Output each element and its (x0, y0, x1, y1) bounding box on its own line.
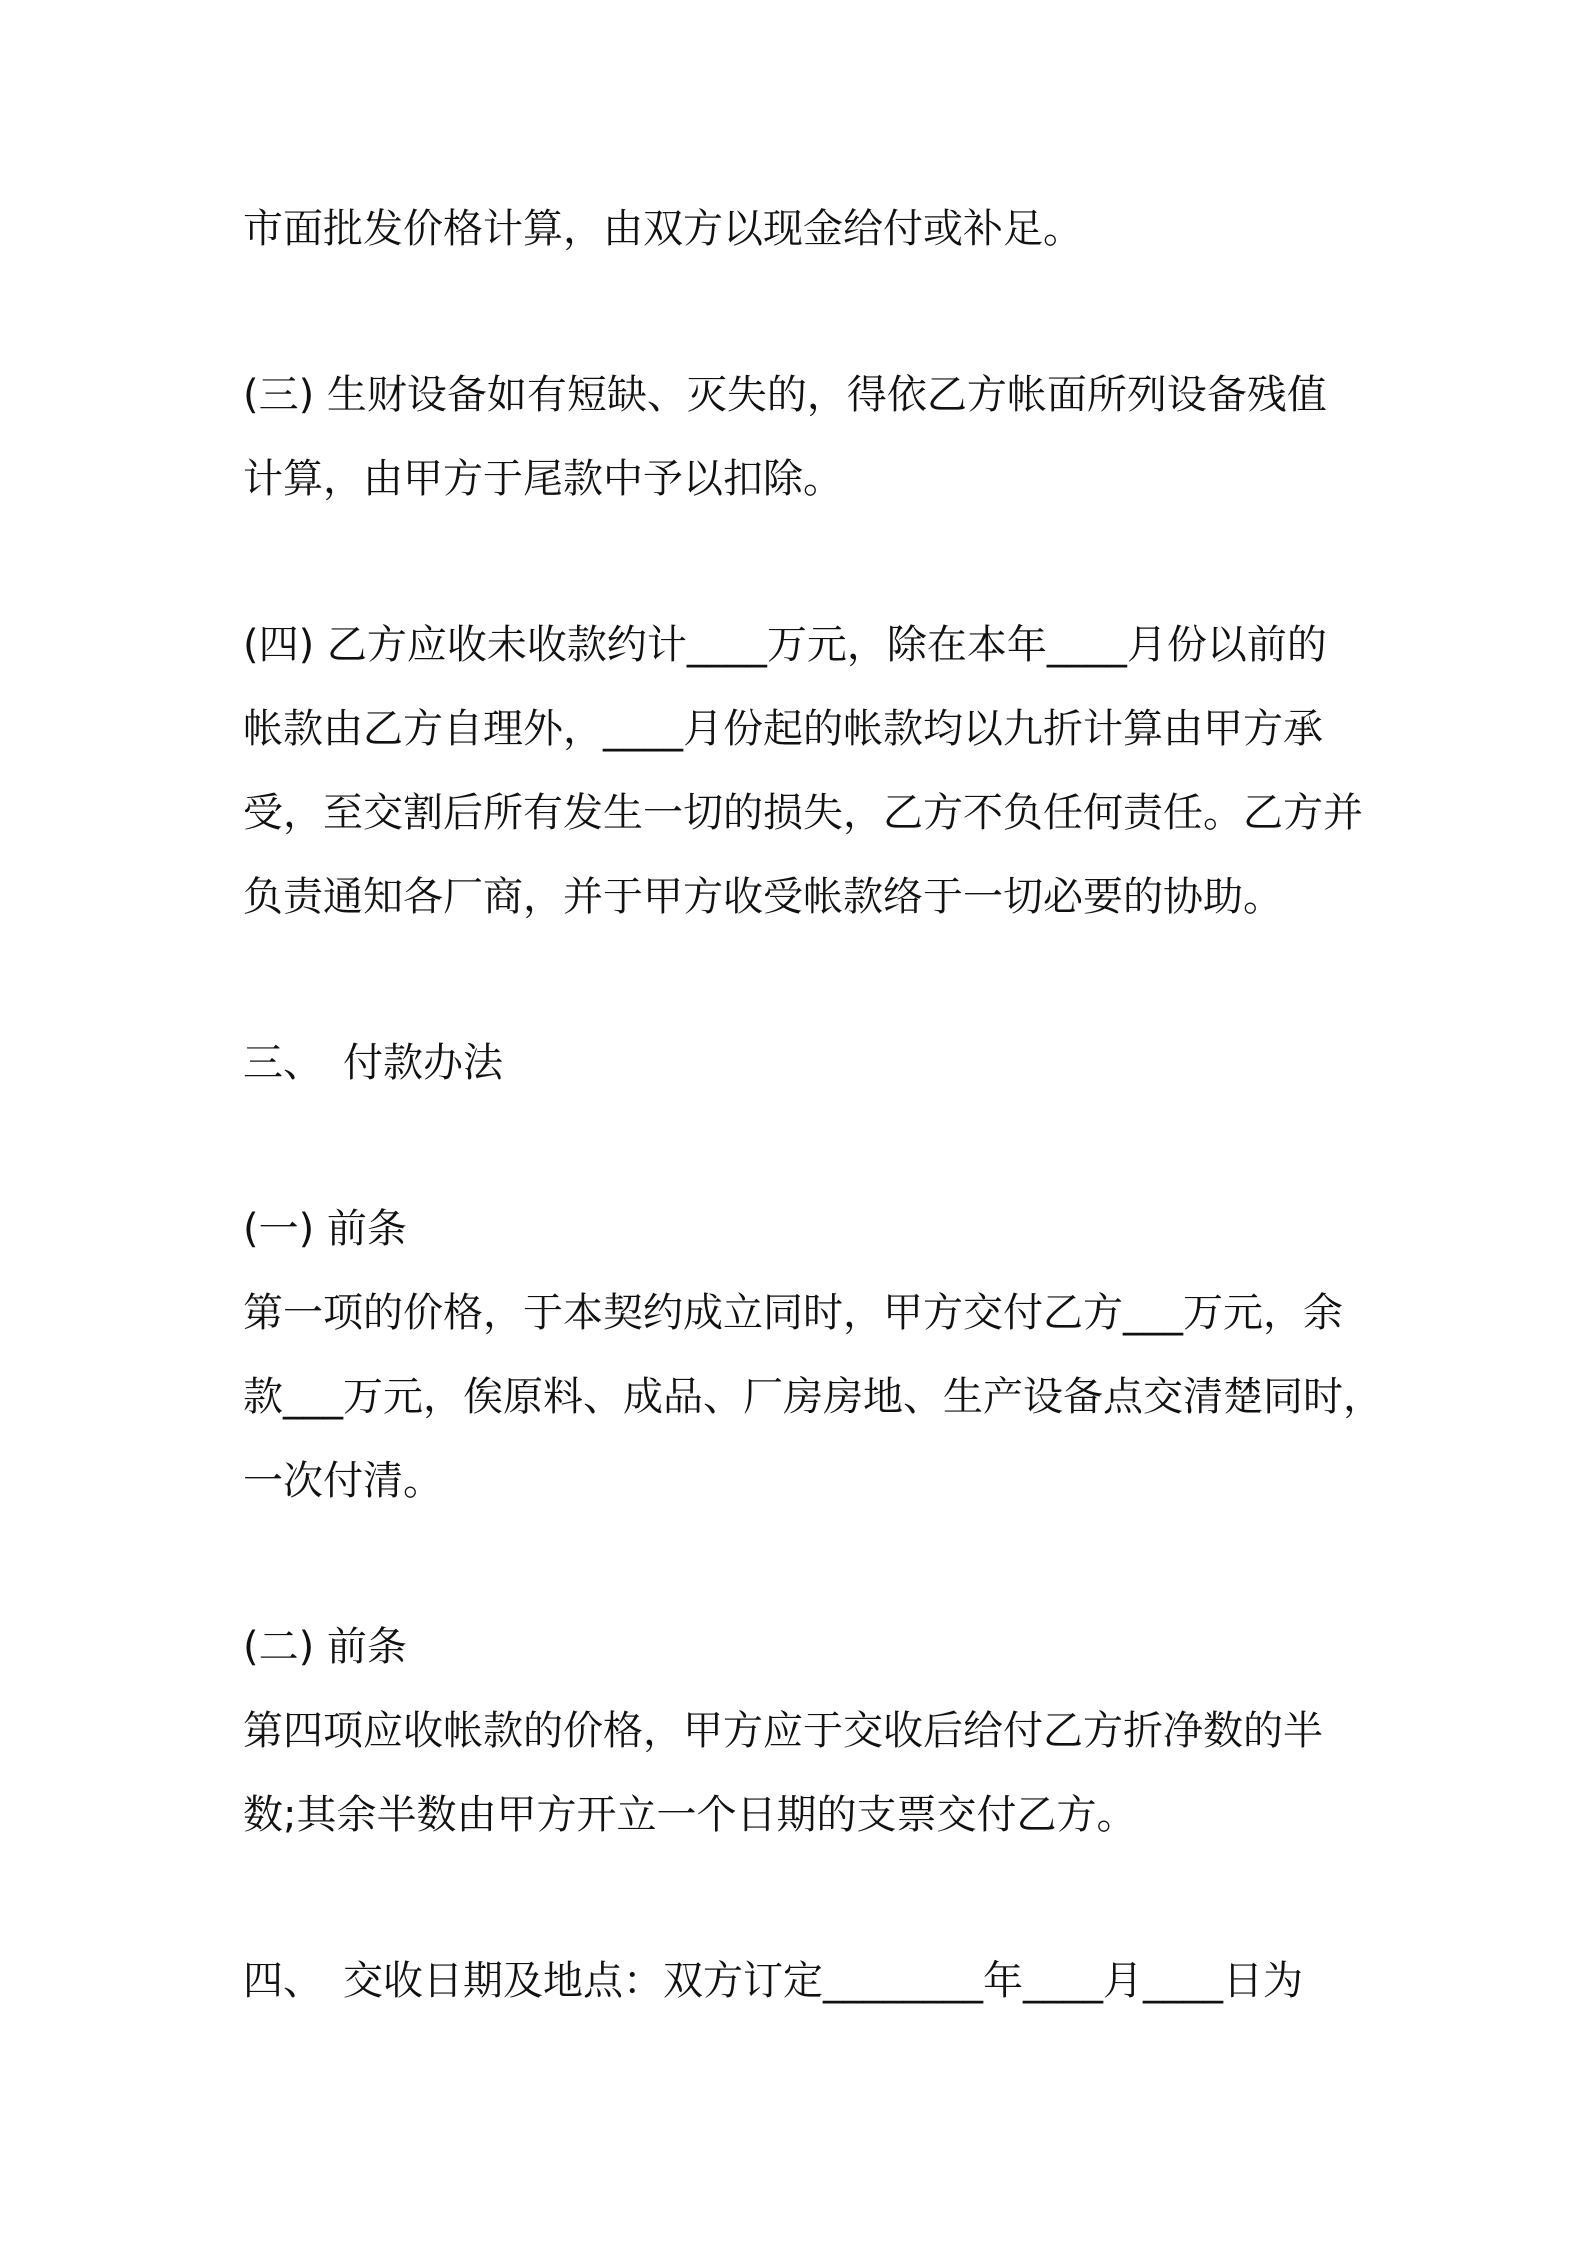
paragraph-line: 帐款由乙方自理外，____月份起的帐款均以九折计算由甲方承 (243, 706, 1323, 752)
paragraph-line: 受，至交割后所有发生一切的损失，乙方不负任何责任。乙方并 (243, 790, 1363, 836)
subsection-heading: (一) 前条 (243, 1206, 407, 1252)
section-number: 三、 (243, 1040, 323, 1086)
paragraph-line: 负责通知各厂商，并于甲方收受帐款络于一切必要的协助。 (243, 874, 1283, 920)
paragraph-line: 市面批发价格计算，由双方以现金给付或补足。 (243, 206, 1083, 252)
paragraph-line: 数;其余半数由甲方开立一个日期的支票交付乙方。 (243, 1792, 1137, 1838)
section-heading (243, 1955, 1363, 2007)
paragraph-line: 第四项应收帐款的价格，甲方应于交收后给付乙方折净数的半 (243, 1708, 1323, 1754)
section-heading (243, 1037, 1363, 1089)
paragraph-line: (三) 生财设备如有短缺、灭失的，得依乙方帐面所列设备残值 (243, 372, 1327, 418)
subsection-heading: (二) 前条 (243, 1624, 407, 1670)
paragraph-line: 计算，由甲方于尾款中予以扣除。 (243, 456, 843, 502)
paragraph-line: (四) 乙方应收未收款约计____万元，除在本年____月份以前的 (243, 622, 1327, 668)
section-title: 交收日期及地点：双方订定________年____月____日为 (343, 1958, 1303, 2004)
section-number: 四、 (243, 1958, 323, 2004)
paragraph-line: 第一项的价格，于本契约成立同时，甲方交付乙方___万元，余 (243, 1290, 1343, 1336)
paragraph-line: 款___万元，俟原料、成品、厂房房地、生产设备点交清楚同时， (243, 1374, 1383, 1420)
paragraph-line: 一次付清。 (243, 1458, 443, 1504)
section-title: 付款办法 (343, 1040, 503, 1086)
